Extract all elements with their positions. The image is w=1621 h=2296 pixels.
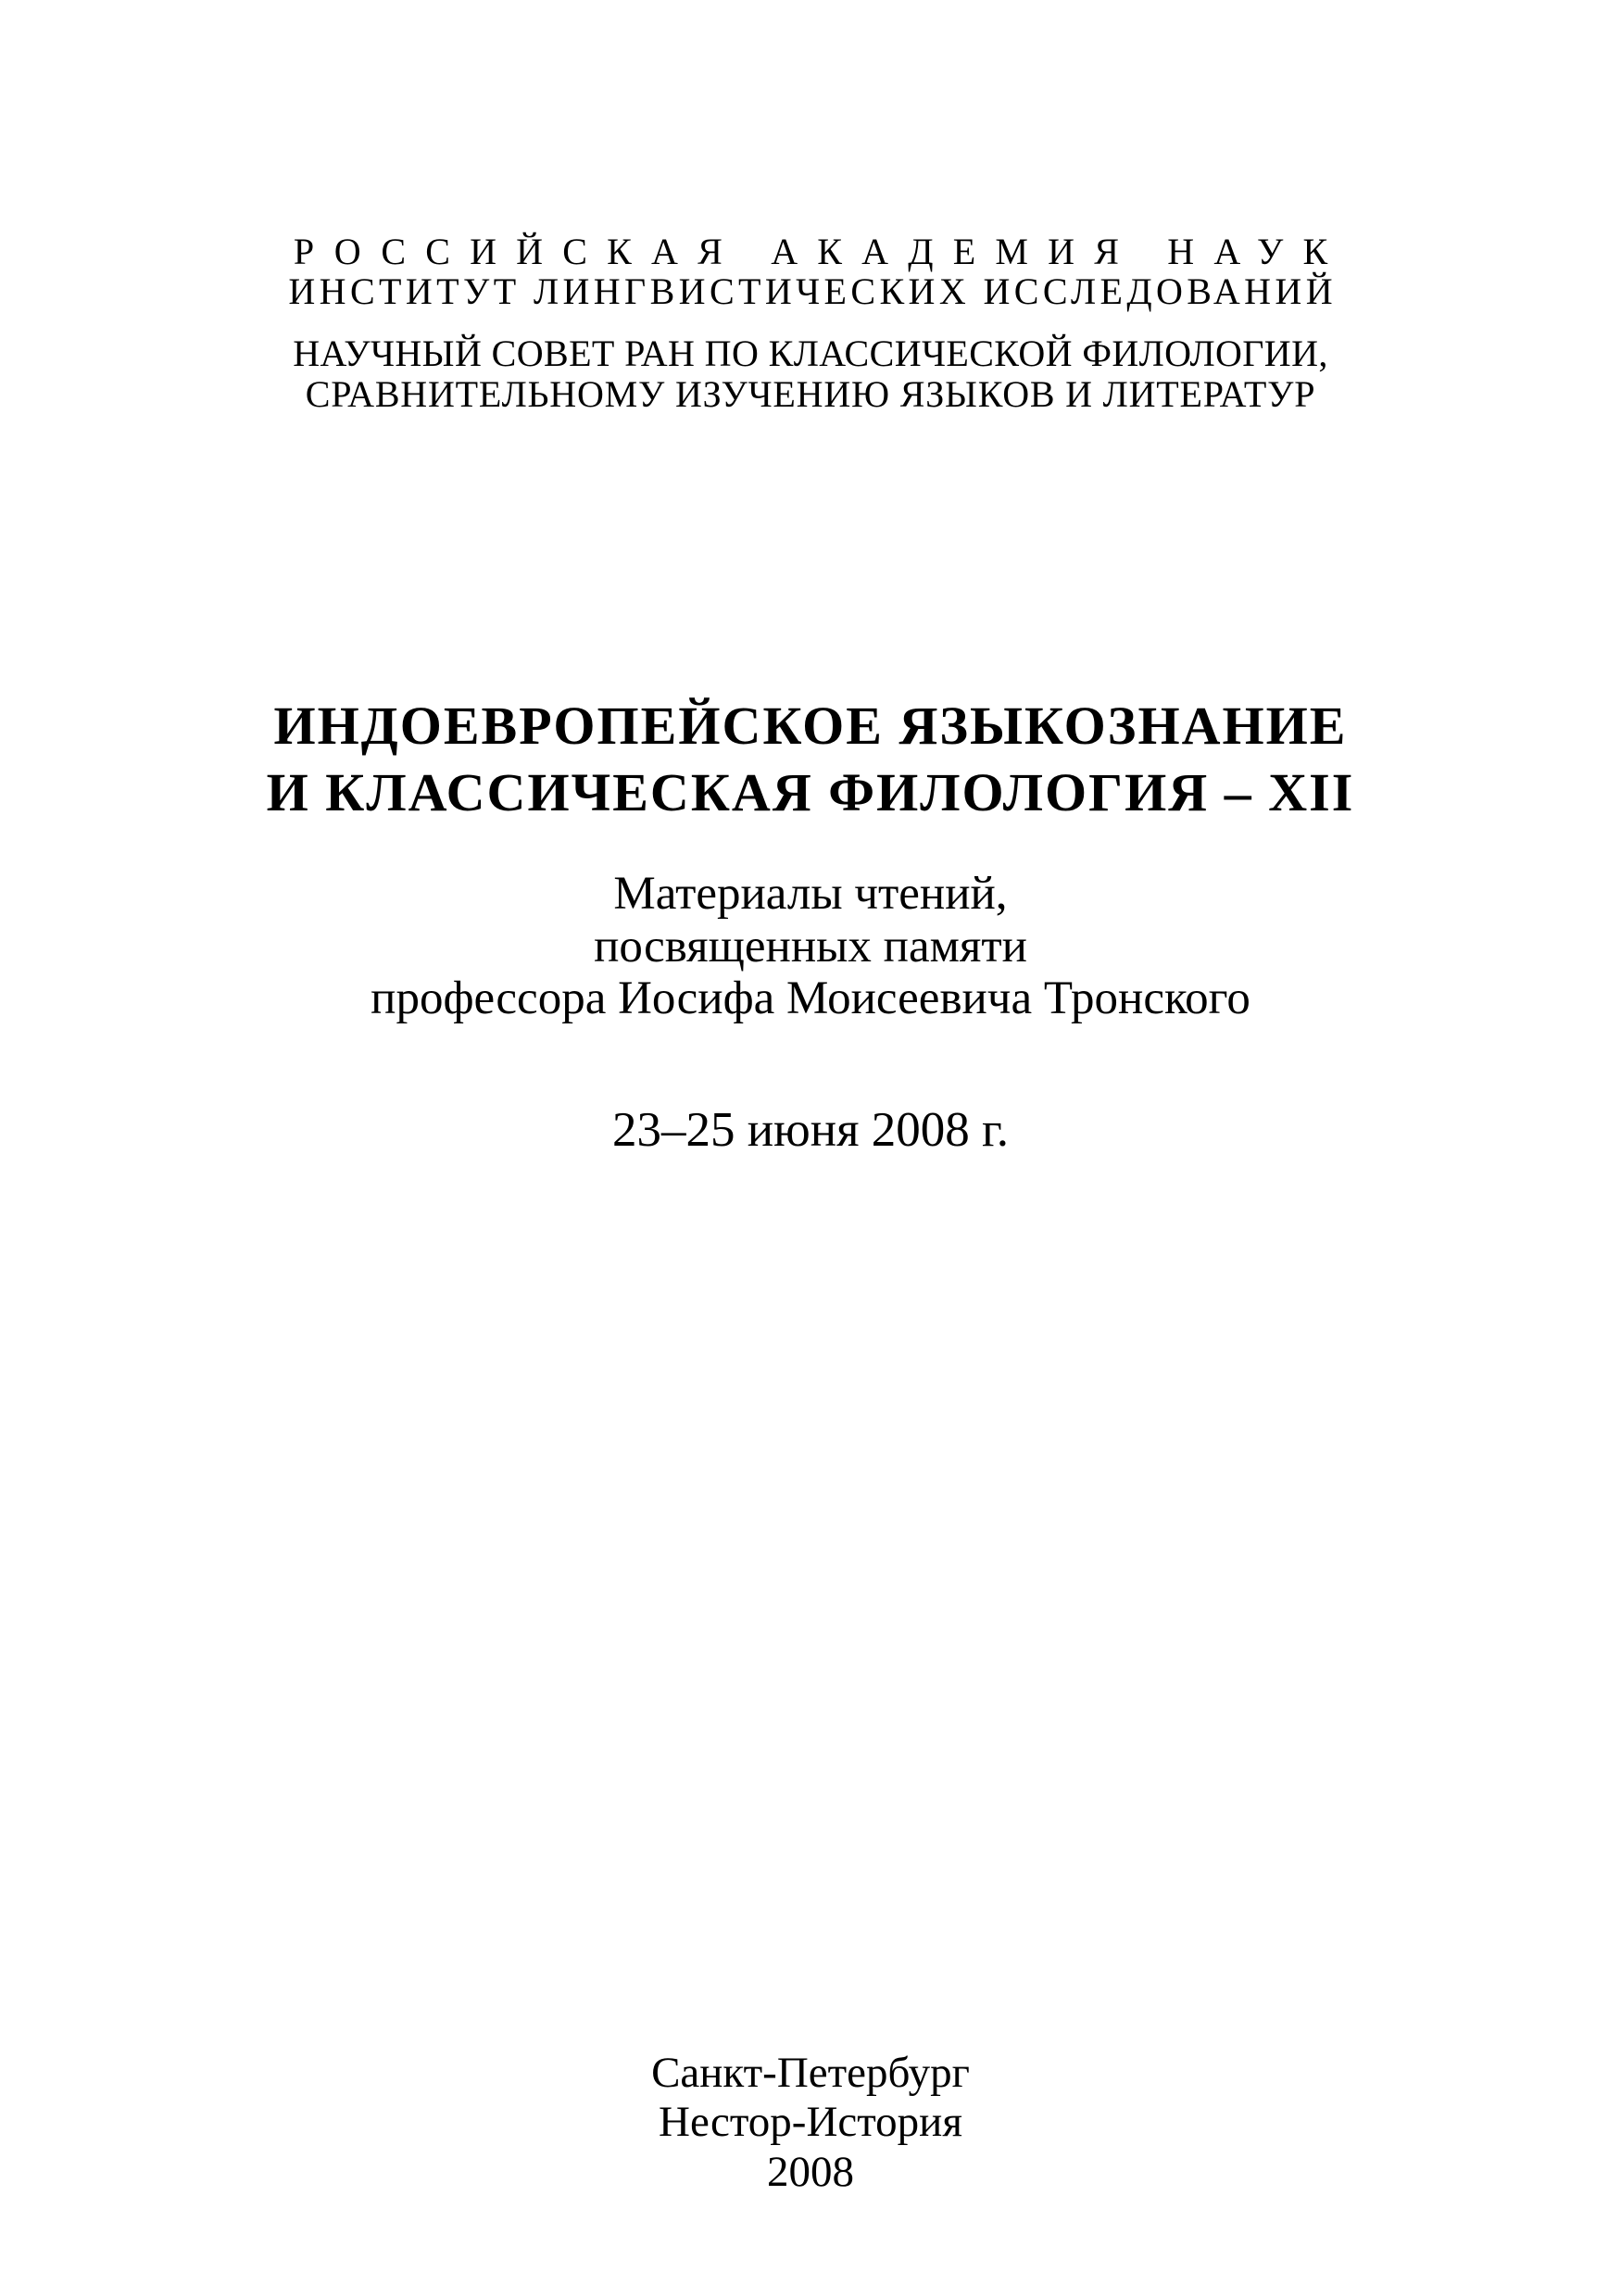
- imprint-city: Санкт-Петербург: [651, 2049, 970, 2097]
- subtitle-line-3: профессора Иосифа Моисеевича Тронского: [371, 972, 1250, 1024]
- imprint-year: 2008: [767, 2148, 854, 2196]
- conference-date: 23–25 июня 2008 г.: [612, 1103, 1009, 1157]
- council-name-line-2: СРАВНИТЕЛЬНОМУ ИЗУЧЕНИЮ ЯЗЫКОВ И ЛИТЕРАТУР: [305, 373, 1316, 415]
- academy-name: РОССИЙСКАЯ АКАДЕМИЯ НАУК: [293, 231, 1348, 272]
- council-name-line-1: НАУЧНЫЙ СОВЕТ РАН ПО КЛАССИЧЕСКОЙ ФИЛОЛОГИИ,: [293, 332, 1328, 374]
- subtitle-line-1: Материалы чтений,: [613, 868, 1008, 920]
- institute-name: ИНСТИТУТ ЛИНГВИСТИЧЕСКИХ ИССЛЕДОВАНИЙ: [288, 270, 1337, 312]
- book-title-line-1: ИНДОЕВРОПЕЙСКОЕ ЯЗЫКОЗНАНИЕ: [273, 696, 1348, 756]
- imprint-publisher: Нестор-История: [659, 2098, 962, 2146]
- book-title-line-2: И КЛАССИЧЕСКАЯ ФИЛОЛОГИЯ – XII: [266, 762, 1355, 822]
- subtitle-line-2: посвященных памяти: [594, 921, 1027, 972]
